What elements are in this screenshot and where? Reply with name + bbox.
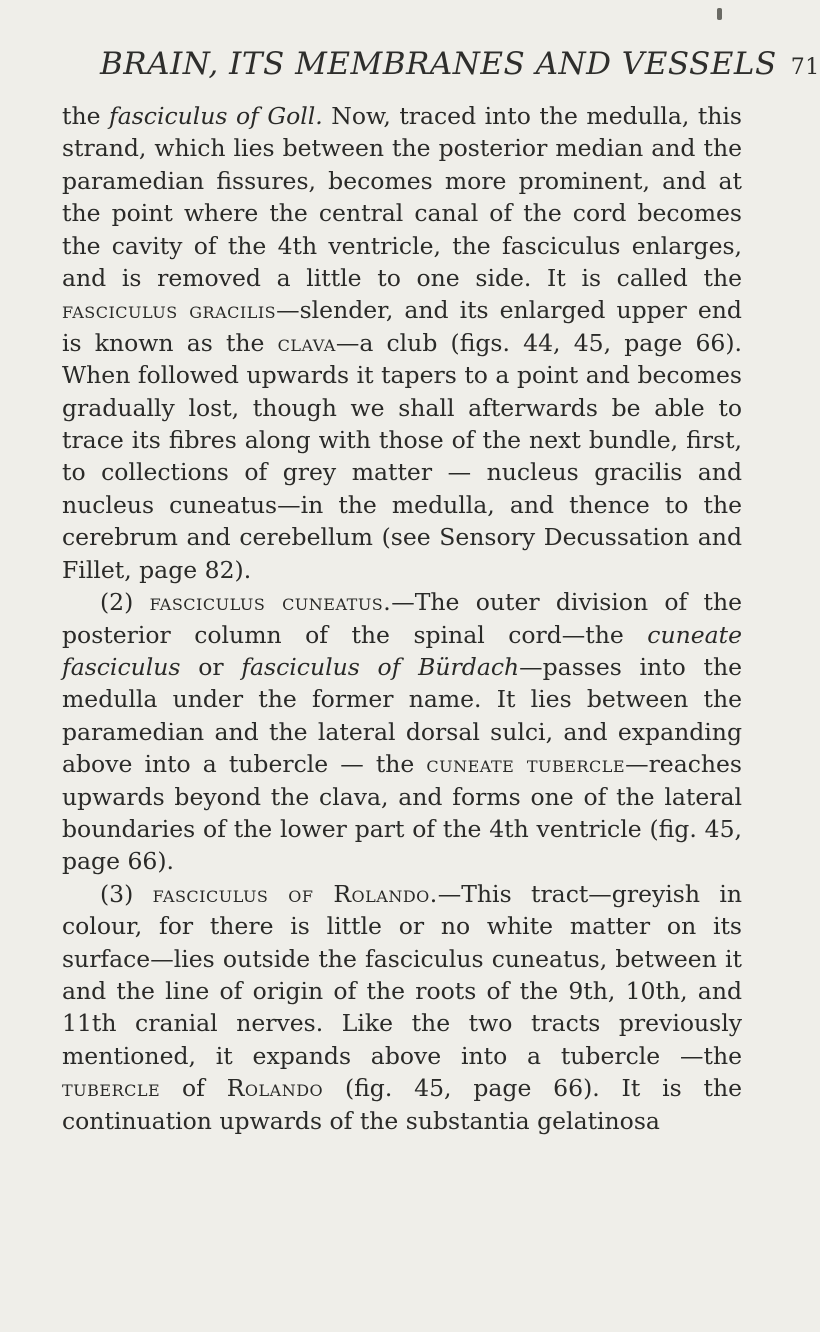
text-run: —reaches upwards beyond the clava, and forms one of the lateral boundaries of the lower part of the 4th ventricle (fig. 45, page 66).: [62, 750, 742, 876]
text-run: —a club (figs. 44, 45, page 66). When followed upwards it tapers to a point and becomes gradually lost, though we shall afterwards be able to trace its fibres along with those of the next bundle, first, to collections of grey matter — nucleus gracilis and nucleus cuneatus—in the medulla, and thence to the cerebrum and cerebellum (see Sensory Decussation and Fillet, page 82).: [62, 328, 742, 584]
small-caps-term: clava: [277, 328, 336, 357]
small-caps-term: fasciculus cuneatus.: [149, 588, 392, 617]
text-run: —The outer division of the posterior column of the spinal cord—the: [62, 588, 742, 649]
ink-mark: [717, 8, 722, 20]
small-caps-term: Rolando: [226, 1074, 324, 1103]
italic-text: fasciculus of Bürdach: [241, 652, 520, 681]
text-run: (2): [100, 588, 150, 617]
small-caps-term: fasciculus gracilis: [62, 296, 277, 325]
small-caps-term: fasciculus of Rolando.: [152, 879, 438, 908]
text-run: the: [62, 102, 110, 130]
text-run: (3): [100, 879, 153, 908]
page-number: 71: [790, 55, 820, 80]
small-caps-term: tubercle: [62, 1074, 161, 1103]
text-run: Now, traced into the medulla, this strand, which lies between the posterior median and the paramedian fissures, becomes more prominent, and at the point where the central canal of the cord becomes the cavity of the 4th ventricle, the fasciculus enlarges, and is removed a little to one side. It is called the: [62, 102, 742, 293]
paragraph-gracilis: [62, 100, 742, 586]
text-run: of: [160, 1074, 227, 1103]
paragraph-cuneatus: [62, 586, 742, 878]
body-text: [62, 100, 742, 1137]
text-run: (fig. 45, page 66). It is the continuation upwards of the substantia gelatinosa: [62, 1074, 742, 1135]
text-run: —This tract—greyish in colour, for there is little or no white matter on its surface—lies outside the fasciculus cuneatus, between it and the line of origin of the roots of the 9th, 10th, and 11th cranial nerves. Like the two tracts previously mentioned, it expands above into a tubercle —the: [62, 879, 742, 1070]
text-run: or: [180, 652, 242, 681]
italic-text: fasciculus of Goll.: [109, 102, 323, 130]
text-run: —slender, and its enlarged upper end is known as the: [62, 296, 742, 357]
paragraph-rolando: [62, 878, 742, 1137]
italic-text: cuneate fasciculus: [62, 620, 742, 681]
small-caps-term: cuneate tubercle: [426, 750, 626, 779]
text-run: —passes into the medulla under the former name. It lies between the paramedian and the lateral dorsal sulci, and expanding above into a tubercle — the: [62, 652, 743, 779]
running-title: BRAIN, ITS MEMBRANES AND VESSELS: [100, 46, 777, 82]
running-header: [100, 46, 820, 82]
